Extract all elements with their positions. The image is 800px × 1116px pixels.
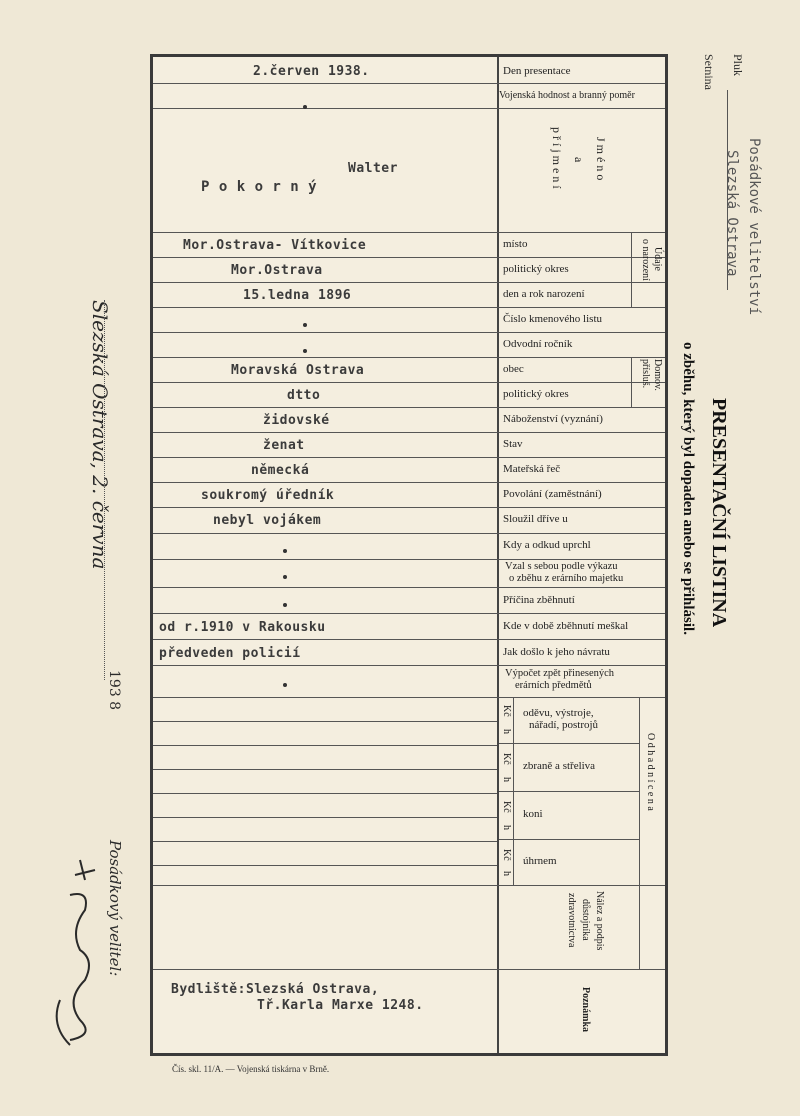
materska-label: Mateřská řeč (503, 463, 561, 475)
birth-district: Mor.Ostrava (231, 263, 323, 278)
jak-doslo-label: Jak došlo k jeho návratu (503, 646, 610, 658)
posadkovy-velitel-label: Posádkový velitel: (106, 840, 124, 977)
religion: židovské (263, 413, 330, 428)
where-at-desertion: od r.1910 v Rakousku (159, 620, 326, 635)
stamp-slezska: Slezská Ostrava (724, 150, 740, 277)
odevu-label-1: oděvu, výstroje, (523, 707, 594, 719)
a-label: a (572, 157, 586, 163)
nalez-label-3: zdravotnictva (566, 893, 577, 948)
nabozenstvi-label: Náboženství (vyznání) (503, 413, 603, 425)
document-title: PRESENTAČNÍ LISTINA (708, 398, 730, 628)
o-narozeni-label: o narození (640, 239, 651, 281)
den-a-rok-label: den a rok narození (503, 288, 585, 300)
politicky-okres2-label: politický okres (503, 388, 569, 400)
vypocet-label-1: Výpočet zpět přinesených (505, 668, 615, 679)
pricina-label: Příčina zběhnutí (503, 594, 575, 606)
how-returned: předveden policií (159, 646, 301, 661)
served-before: nebyl vojákem (213, 513, 322, 528)
date-presented: 2.červen 1938. (253, 64, 370, 79)
h-label: h (501, 729, 512, 734)
misto-label: místo (503, 238, 528, 250)
signature (40, 850, 110, 1050)
sluzil-label: Sloužil dříve u (503, 513, 568, 525)
jmeno-label: J m é n o (594, 137, 608, 181)
place-date-handwritten: Slezská Ostrava, 2. června (88, 300, 112, 570)
nalez-label-2: důstojníka (580, 899, 591, 941)
mother-tongue: německá (251, 463, 310, 478)
udaje-label: Údaje (652, 247, 663, 271)
koni-label: koni (523, 808, 543, 820)
poznamka-label: Poznámka (580, 987, 591, 1032)
povolani-label: Povolání (zaměstnání) (503, 488, 602, 500)
pluk-label: Pluk (731, 54, 745, 77)
birth-place: Mor.Ostrava- Vítkovice (183, 238, 367, 253)
prislus-label: přísluš. (640, 359, 651, 389)
odevu-label-2: nářadí, postrojů (529, 719, 599, 731)
zbrane-label: zbraně a střeliva (523, 760, 596, 772)
uhrnem-label: úhrnem (523, 855, 557, 867)
kc-label: Kč (501, 705, 512, 717)
marital-status: ženat (263, 438, 305, 453)
home-municipality: Moravská Ostrava (231, 363, 365, 378)
vzal-label-2: o zběhu z erárního majetku (509, 573, 624, 584)
center-divider (497, 57, 499, 1053)
occupation: soukromý úředník (201, 488, 335, 503)
residence-line-2: Tř.Karla Marxe 1248. (257, 998, 424, 1013)
nalez-label-1: Nález a podpis (594, 891, 605, 951)
politicky-okres-label: politický okres (503, 263, 569, 275)
vypocet-label-2: erárních předmětů (515, 680, 592, 691)
odhadni-cena-label: O d h a d n í c e n a (645, 733, 656, 811)
kc-label: Kč (501, 801, 512, 813)
h-label: h (501, 871, 512, 876)
prijmeni-label: p ř í j m e n í (550, 127, 564, 189)
kc-label: Kč (501, 849, 512, 861)
first-name: Walter (348, 161, 398, 176)
kdy-odkud-label: Kdy a odkud uprchl (503, 539, 591, 551)
cislo-kmen-label: Číslo kmenového listu (503, 313, 602, 325)
stamp-posadkove: Posádkové velitelství (746, 138, 762, 316)
home-district: dtto (287, 388, 321, 403)
obec-label: obec (503, 363, 524, 375)
document-subtitle: o zběhu, který byl dopaden anebo se přihlásil. (680, 342, 696, 635)
kc-label: Kč (501, 753, 512, 765)
h-label: h (501, 777, 512, 782)
printer-footer: Čís. skl. 11/A. — Vojenská tiskárna v Brně. (172, 1064, 330, 1074)
form-table (150, 54, 668, 1056)
h-label: h (501, 825, 512, 830)
last-name: P o k o r n ý (201, 179, 318, 195)
setnina-label: Setnina (702, 54, 716, 90)
odvodni-label: Odvodní ročník (503, 338, 573, 350)
stav-label: Stav (503, 438, 523, 450)
domov-label: Domov. (652, 359, 663, 391)
year: 193 8 (106, 670, 122, 711)
vzal-label-1: Vzal s sebou podle výkazu (505, 561, 618, 572)
residence-line-1: Bydliště:Slezská Ostrava, (171, 982, 380, 997)
birth-date: 15.ledna 1896 (243, 288, 352, 303)
kde-v-dobe-label: Kde v době zběhnutí meškal (503, 620, 629, 632)
den-presentace-label: Den presentace (503, 65, 571, 77)
vojenska-hodnost-label: Vojenská hodnost a branný poměr (499, 90, 635, 101)
